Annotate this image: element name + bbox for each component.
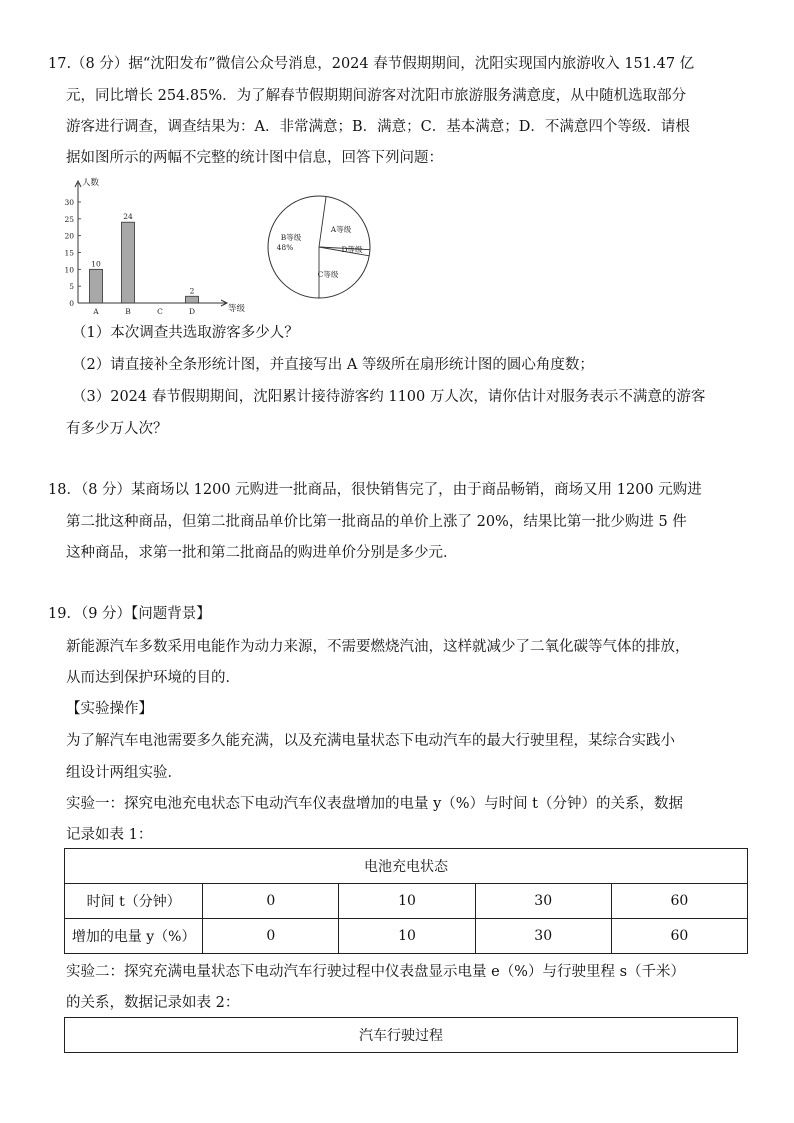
table-cell: 60 (611, 919, 747, 954)
bar-b (122, 222, 135, 303)
table-cell: 10 (339, 884, 475, 919)
y-tick-label: 0 (69, 299, 74, 308)
table-cell: 10 (339, 919, 475, 954)
bar-d (186, 296, 199, 303)
q19-exp2-b: 的关系，数据记录如表 2： (66, 995, 240, 1011)
table-1 (64, 848, 748, 954)
table-cell: 0 (203, 919, 339, 954)
q18-line-2: 第二批这种商品，但第二批商品单价比第一批商品的单价上涨了 20%，结果比第一批少购进 5 件 (66, 514, 687, 530)
x-tick-label: A (93, 307, 99, 315)
q19-exp2-a: 实验二：探究充满电量状态下电动汽车行驶过程中仪表盘显示电量 e（%）与行驶里程 s（千米） (66, 964, 686, 980)
pie-value-label: 48% (276, 243, 294, 252)
table-2-title: 汽车行驶过程 (65, 1018, 738, 1053)
q19-para-2: 从而达到保护环境的目的． (66, 670, 240, 686)
bar-a (90, 269, 103, 303)
q17-line-2: 元，同比增长 254.85%．为了解春节假期期间游客对沈阳市旅游服务满意度，从中随机选取部分 (66, 88, 687, 104)
x-tick-label: C (157, 307, 163, 315)
pie-label: D等级 (341, 245, 363, 254)
y-axis-label: 人数 (82, 178, 100, 188)
x-axis-label: 等级 (228, 304, 246, 314)
pie-chart (262, 193, 382, 303)
table-row (65, 884, 748, 919)
q18-line-3: 这种商品，求第一批和第二批商品的购进单价分别是多少元． (66, 545, 458, 561)
table-row (65, 919, 748, 954)
pie-label: A等级 (330, 225, 352, 234)
y-tick-label: 10 (64, 265, 74, 275)
y-tick-label: 20 (64, 231, 74, 241)
table-2 (64, 1017, 738, 1053)
bar-chart (60, 175, 250, 315)
table-cell: 30 (475, 919, 611, 954)
q17-sub-3a: （3）2024 春节假期期间，沈阳累计接待游客约 1100 万人次，请你估计对服务表示不满意的游客 (72, 389, 706, 405)
q19-para-1: 新能源汽车多数采用电能作为动力来源，不需要燃烧汽油，这样就减少了二氧化碳等气体的排放， (66, 639, 690, 655)
y-tick-label: 15 (64, 248, 74, 258)
table-cell: 0 (203, 884, 339, 919)
y-tick-label: 5 (69, 282, 74, 292)
q17-line-4: 据如图所示的两幅不完整的统计图中信息，回答下列问题： (66, 150, 443, 166)
q19-ops-heading: 【实验操作】 (66, 701, 153, 717)
data-label: 24 (123, 212, 133, 222)
y-tick-label: 30 (64, 198, 74, 207)
table-cell: 30 (475, 884, 611, 919)
table-cell: 60 (611, 884, 747, 919)
q19-para-3: 为了解汽车电池需要多久能充满，以及充满电量状态下电动汽车的最大行驶里程，某综合实践小 (66, 733, 675, 749)
q19-exp1-a: 实验一：探究电池充电状态下电动汽车仪表盘增加的电量 y（%）与时间 t（分钟）的关系，数据 (66, 796, 684, 812)
y-tick-label: 25 (64, 214, 74, 224)
q19-header: 19．（9 分）【问题背景】 (48, 606, 211, 622)
q17-line-3: 游客进行调查，调查结果为：A．非常满意；B．满意；C．基本满意；D．不满意四个等级．请根 (66, 119, 690, 135)
q19-para-4: 组设计两组实验． (66, 765, 182, 781)
x-tick-label: D (188, 307, 196, 315)
q17-sub-2: （2）请直接补全条形统计图，并直接写出 A 等级所在扇形统计图的圆心角度数； (72, 357, 594, 373)
q17-header: 17.（8 分）据“沈阳发布”微信公众号消息，2024 春节假期期间，沈阳实现国内旅游收入 151.47 亿 (48, 56, 695, 72)
q17-sub-3b: 有多少万人次？ (66, 421, 168, 437)
table-1-row-1-label: 时间 t（分钟） (65, 884, 203, 919)
q17-sub-1: （1）本次调查共选取游客多少人？ (72, 325, 299, 341)
q19-exp1-b: 记录如表 1： (66, 827, 153, 843)
q18-line-1: 18．（8 分）某商场以 1200 元购进一批商品，很快销售完了，由于商品畅销，商场又用 1200 元购进 (48, 482, 702, 498)
table-1-title: 电池充电状态 (65, 849, 748, 884)
pie-label: C等级 (317, 270, 339, 279)
data-label: 2 (189, 286, 195, 296)
x-tick-label: B (125, 307, 131, 315)
pie-label: B等级 (280, 233, 302, 242)
data-label: 10 (91, 259, 101, 269)
table-1-row-2-label: 增加的电量 y（%） (65, 919, 203, 954)
